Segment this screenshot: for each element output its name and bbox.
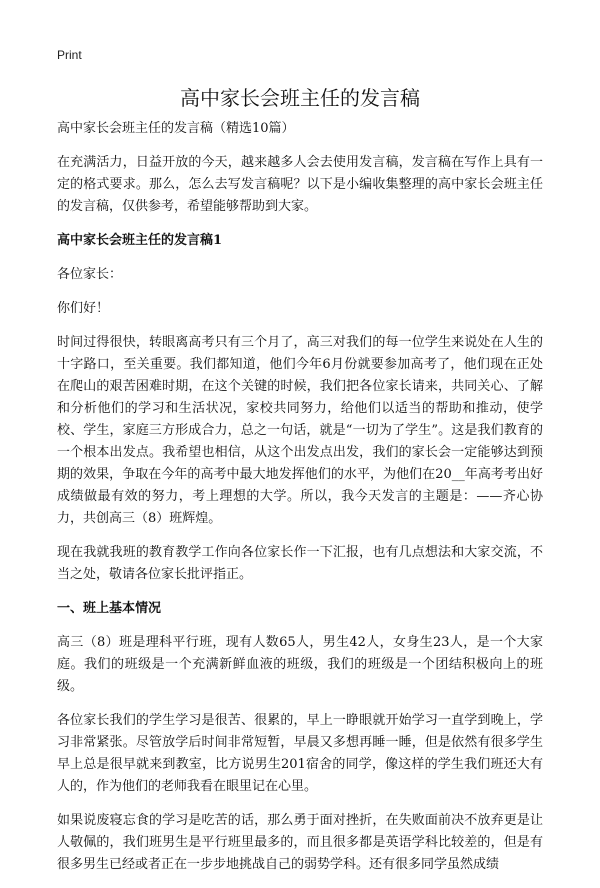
document-body [57, 118, 543, 888]
body-paragraph: 各位家长我们的学生学习是很苦、很累的，早上一睁眼就开始学习一直学到晚上，学习非常紧张。尽管放学后时间非常短暂，早晨又多想再睡一睡，但是依然有很多学生早上总是很早就来到教室，比方说男生201宿舍的同学，像这样的学生我们班还大有人的，作为他们的老师我看在眼里记在心里。 [57, 713, 543, 794]
body-paragraph: 时间过得很快，转眼离高考只有三个月了，高三对我们的每一位学生来说处在人生的十字路口，至关重要。我们都知道，他们今年6月份就要参加高考了，他们现在正处在爬山的艰苦困难时期，在这个关键的时候，我们把各位家长请来，共同关心、了解和分析他们的学习和生活状况，家校共同努力，给他们以适当的帮助和推动，使学校、学生，家庭三方形成合力，总之一句话，就是“一切为了学生”。这是我们教育的一个根本出发点。我希望也相信，从这个出发点出发，我们的家长会一定能够达到预期的效果，争取在今年的高考中最大地发挥他们的水平，为他们在20__年高考考出好成绩做最有效的努力，考上理想的大学。所以，我今天发言的主题是：——齐心协力，共创高三（8）班辉煌。 [57, 335, 543, 526]
print-link[interactable]: Print [57, 48, 82, 62]
section-heading: 高中家长会班主任的发言稿1 [57, 233, 223, 248]
intro-paragraph: 在充满活力，日益开放的今天，越来越多人会去使用发言稿，发言稿在写作上具有一定的格式要求。那么，怎么去写发言稿呢？以下是小编收集整理的高中家长会班主任的发言稿，仅供参考，希望能够帮助到大家。 [57, 155, 543, 214]
hello-line: 你们好！ [57, 301, 110, 316]
body-paragraph: 高三（8）班是理科平行班，现有人数65人，男生42人，女身生23人，是一个大家庭。我们的班级是一个充满新鲜血液的班级，我们的班级是一个团结积极向上的班级。 [57, 635, 543, 694]
greeting-line: 各位家长： [57, 267, 123, 282]
document-subtitle: 高中家长会班主任的发言稿（精选10篇） [57, 121, 295, 136]
subsection-heading: 一、班上基本情况 [57, 601, 162, 616]
page-title: 高中家长会班主任的发言稿 [180, 86, 420, 110]
body-paragraph: 如果说废寝忘食的学习是吃苦的话，那么勇于面对挫折，在失败面前决不放弃更是让人敬佩的，我们班男生是平行班里最多的，而且很多都是英语学科比较差的，但是有很多男生已经或者正在一步步地挑战自己的弱势学科。还有很多同学虽然成绩 [57, 813, 543, 872]
body-paragraph: 现在我就我班的教育教学工作向各位家长作一下汇报，也有几点想法和大家交流，不当之处，敬请各位家长批评指正。 [57, 545, 543, 582]
